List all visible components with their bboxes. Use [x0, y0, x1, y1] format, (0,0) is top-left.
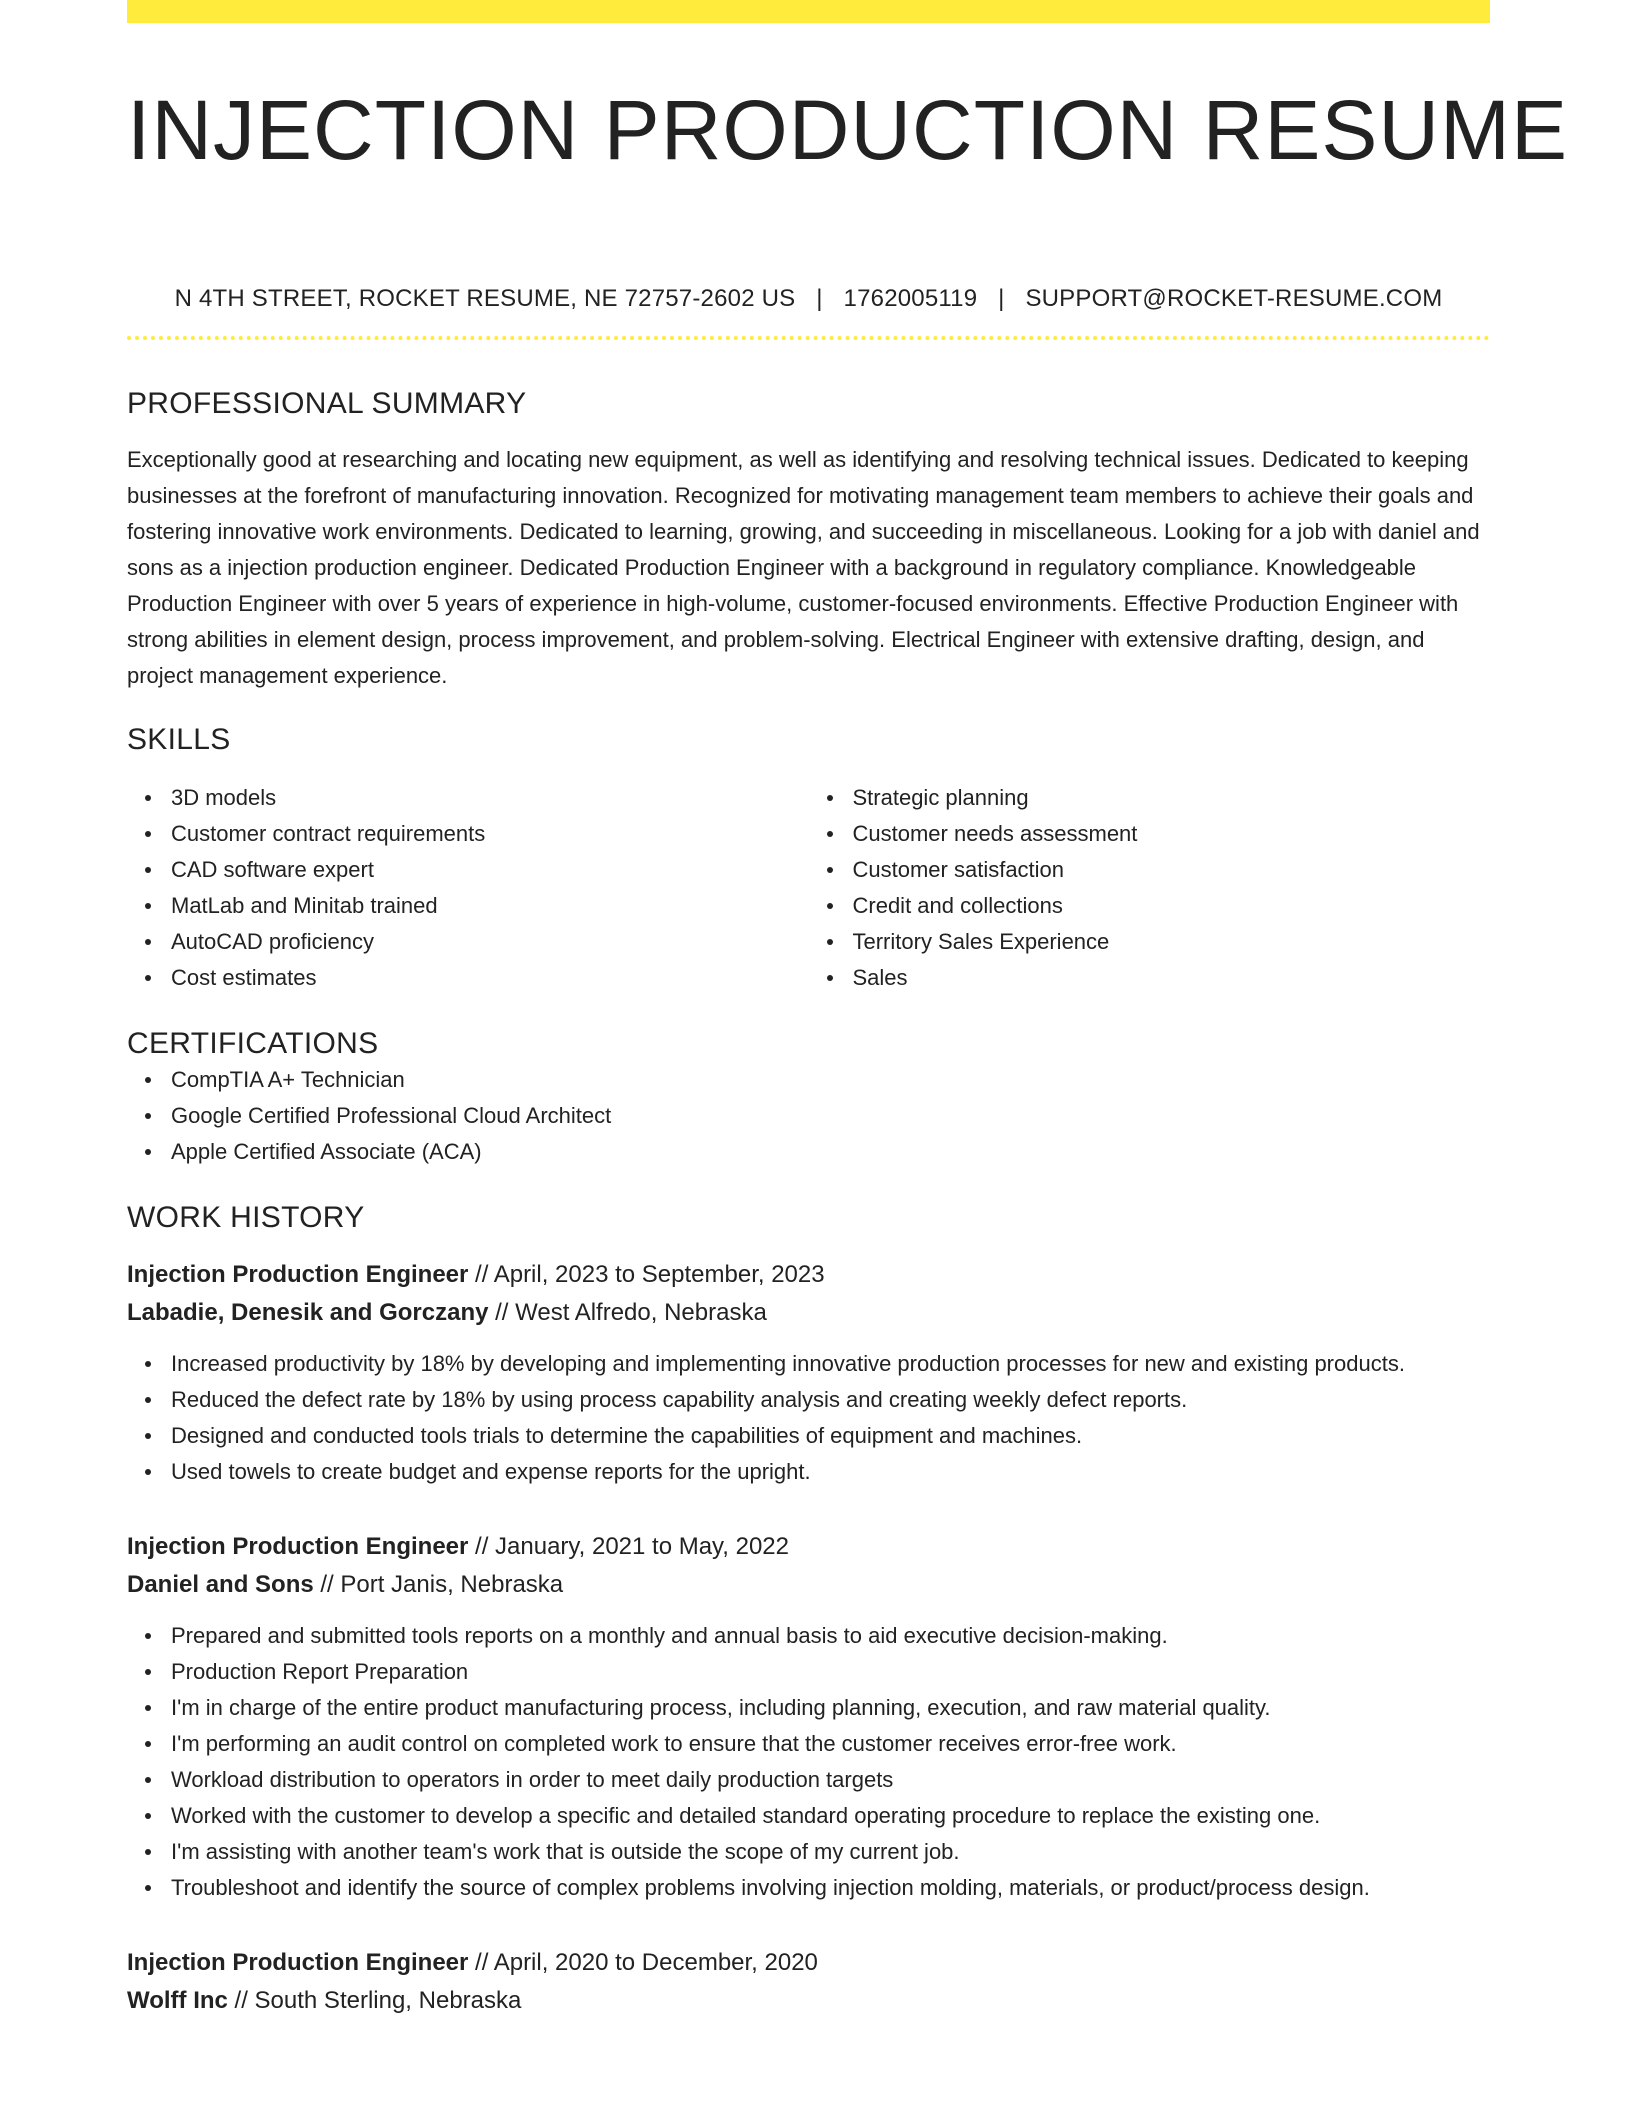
job-duty: I'm assisting with another team's work that is outside the scope of my current job.: [127, 1834, 1490, 1870]
job-company: Labadie, Denesik and Gorczany: [127, 1299, 489, 1326]
job-duty: Reduced the defect rate by 18% by using process capability analysis and creating weekly defect reports.: [127, 1382, 1490, 1418]
job-duty: Workload distribution to operators in order to meet daily production targets: [127, 1762, 1490, 1798]
job-entry: [127, 1944, 1490, 2020]
job-duty: I'm performing an audit control on completed work to ensure that the customer receives error-free work.: [127, 1726, 1490, 1762]
summary-text: Exceptionally good at researching and locating new equipment, as well as identifying and resolving technical issues. Dedicated to keeping businesses at the forefront of manufacturing innovation. Recognized for motivating management team members to achieve their goals and fostering innovative work environments. Dedicated to learning, growing, and succeeding in miscellaneous. Looking for a job with daniel and sons as a injection production engineer. Dedicated Production Engineer with a background in regulatory compliance. Knowledgeable Production Engineer with over 5 years of experience in high-volume, customer-focused environments. Effective Production Engineer with strong abilities in element design, process improvement, and problem-solving. Electrical Engineer with extensive drafting, design, and project management experience.: [127, 447, 1480, 688]
skill-item: Cost estimates: [127, 960, 809, 996]
job-company: Daniel and Sons: [127, 1571, 314, 1598]
job-title: Injection Production Engineer: [127, 1261, 469, 1288]
skill-item: AutoCAD proficiency: [127, 924, 809, 960]
job-entry: [127, 1528, 1490, 1906]
job-company-line: [127, 1566, 1490, 1604]
skill-item: Customer contract requirements: [127, 816, 809, 852]
job-title: Injection Production Engineer: [127, 1533, 469, 1560]
job-duties-list: [127, 1346, 1490, 1490]
contact-separator: |: [998, 285, 1005, 312]
job-duty: Troubleshoot and identify the source of complex problems involving injection molding, materials, or product/process design.: [127, 1870, 1490, 1906]
job-company-line: [127, 1982, 1490, 2020]
skill-item: Sales: [809, 960, 1491, 996]
job-duty: Prepared and submitted tools reports on a monthly and annual basis to aid executive decision-making.: [127, 1618, 1490, 1654]
certifications-heading: CERTIFICATIONS: [127, 1027, 379, 1060]
job-title-line: [127, 1256, 1490, 1294]
job-location: // South Sterling, Nebraska: [227, 1987, 522, 2014]
job-location: // Port Janis, Nebraska: [313, 1571, 564, 1598]
job-duty: Worked with the customer to develop a specific and detailed standard operating procedure to replace the existing one.: [127, 1798, 1490, 1834]
skill-item: Credit and collections: [809, 888, 1491, 924]
work-history-heading: WORK HISTORY: [127, 1201, 365, 1234]
summary-heading: PROFESSIONAL SUMMARY: [127, 387, 527, 420]
job-duty: I'm in charge of the entire product manufacturing process, including planning, execution, and raw material quality.: [127, 1690, 1490, 1726]
contact-separator: |: [816, 285, 823, 312]
job-entry: [127, 1256, 1490, 1490]
skills-list-left: [127, 780, 809, 996]
job-dates: // April, 2020 to December, 2020: [468, 1949, 818, 1976]
skill-item: Territory Sales Experience: [809, 924, 1491, 960]
contact-email: SUPPORT@ROCKET-RESUME.COM: [1025, 285, 1443, 312]
skill-item: Customer satisfaction: [809, 852, 1491, 888]
job-dates: // January, 2021 to May, 2022: [468, 1533, 789, 1560]
job-duty: Production Report Preparation: [127, 1654, 1490, 1690]
job-title-line: [127, 1528, 1490, 1566]
skill-item: CAD software expert: [127, 852, 809, 888]
skills-columns: [127, 780, 1490, 996]
skill-item: MatLab and Minitab trained: [127, 888, 809, 924]
contact-line: [127, 284, 1490, 314]
resume-content: [127, 0, 1569, 2020]
certification-item: Apple Certified Associate (ACA): [127, 1134, 1490, 1170]
job-duty: Designed and conducted tools trials to determine the capabilities of equipment and machines.: [127, 1418, 1490, 1454]
job-title-line: [127, 1944, 1490, 1982]
skill-item: Strategic planning: [809, 780, 1491, 816]
job-location: // West Alfredo, Nebraska: [488, 1299, 767, 1326]
job-duties-list: [127, 1618, 1490, 1906]
skills-list-right: [809, 780, 1491, 996]
certification-item: CompTIA A+ Technician: [127, 1062, 1490, 1098]
job-duty: Increased productivity by 18% by developing and implementing innovative production processes for new and existing products.: [127, 1346, 1490, 1382]
skill-item: Customer needs assessment: [809, 816, 1491, 852]
job-duty: Used towels to create budget and expense reports for the upright.: [127, 1454, 1490, 1490]
job-dates: // April, 2023 to September, 2023: [468, 1261, 825, 1288]
job-title: Injection Production Engineer: [127, 1949, 469, 1976]
job-company-line: [127, 1294, 1490, 1332]
contact-phone: 1762005119: [843, 285, 978, 312]
header-divider: [127, 336, 1490, 340]
certification-item: Google Certified Professional Cloud Architect: [127, 1098, 1490, 1134]
skill-item: 3D models: [127, 780, 809, 816]
certifications-list: [127, 1062, 1490, 1170]
job-company: Wolff Inc: [127, 1987, 228, 2014]
page-title: INJECTION PRODUCTION RESUME: [127, 83, 1569, 177]
skills-heading: SKILLS: [127, 723, 231, 756]
contact-address: N 4TH STREET, ROCKET RESUME, NE 72757-2602 US: [174, 285, 796, 312]
